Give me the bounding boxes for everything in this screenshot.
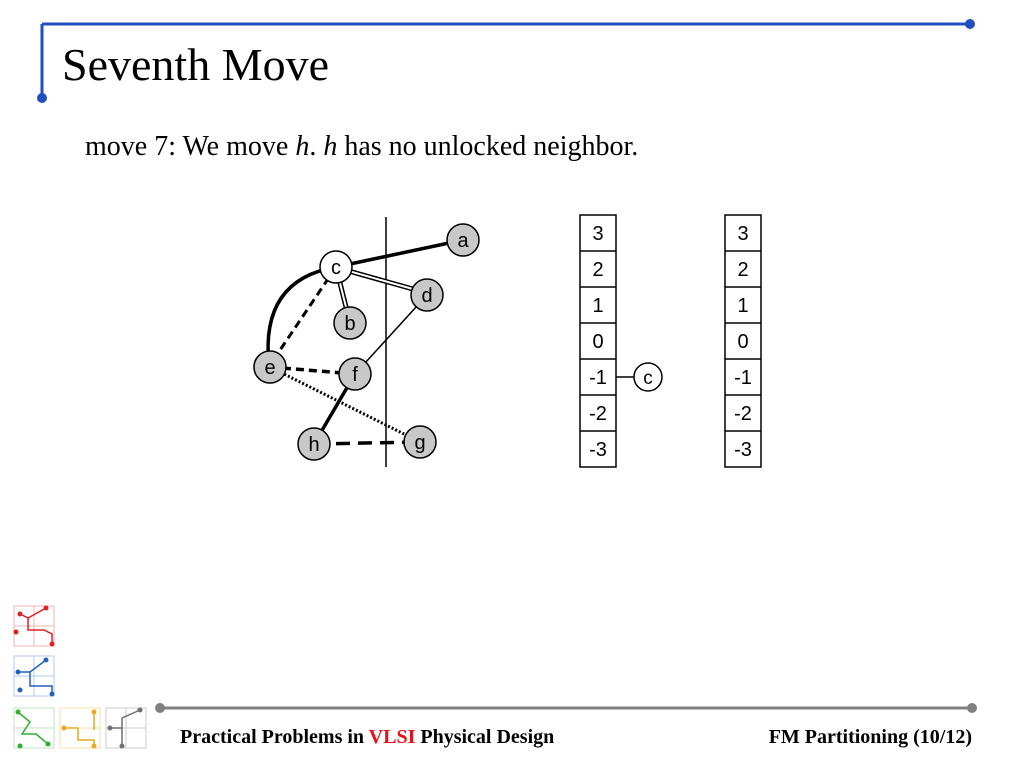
node-label-d: d (421, 285, 433, 307)
move-text-suffix: has no unlocked neighbor. (337, 131, 639, 162)
move-text-prefix: move 7: We move (85, 131, 296, 162)
partition-graph (240, 205, 510, 475)
footer-prefix: Practical Problems in (180, 726, 369, 748)
edge-c-e-dashed (270, 267, 336, 365)
bucket-left-cell: 0 (592, 331, 604, 353)
page-title: Seventh Move (62, 39, 330, 90)
footer-divider (150, 698, 980, 718)
gain-bucket-left (570, 210, 680, 475)
bucket-right-cell: 2 (737, 259, 749, 281)
node-label-f: f (352, 364, 358, 386)
bucket-node-label: c (643, 368, 653, 389)
bucket-right-cell: -1 (734, 367, 752, 389)
move-description (85, 133, 638, 161)
bucket-node-c (634, 363, 662, 391)
bucket-right-cell: -3 (734, 439, 752, 461)
node-label-g: g (414, 432, 426, 454)
node-label-b: b (344, 313, 356, 335)
edge-c-a (336, 240, 463, 267)
bucket-left-cell: -1 (589, 367, 607, 389)
node-f (339, 358, 371, 390)
node-h (298, 428, 330, 460)
node-a (447, 224, 479, 256)
bucket-left-cell: 2 (592, 259, 604, 281)
bucket-left-cell: 1 (592, 295, 604, 317)
node-label-a: a (457, 230, 469, 252)
logo-gray-icon (106, 708, 146, 748)
footer-course-title (180, 726, 554, 749)
logo-blue-icon (14, 656, 54, 696)
node-d (411, 279, 443, 311)
node-label-c: c (331, 257, 341, 279)
footer-vlsi: VLSI (368, 726, 416, 748)
footer-suffix: Physical Design (415, 726, 555, 748)
course-logo (8, 600, 148, 760)
bucket-left-cell: -2 (589, 403, 607, 425)
move-var-h: h (295, 131, 310, 162)
bucket-right-cell: 3 (737, 223, 749, 245)
move-var-h2: h (323, 131, 338, 162)
node-label-h: h (308, 434, 320, 456)
bucket-right-cell: 1 (737, 295, 749, 317)
bucket-left-cell: 3 (592, 223, 604, 245)
node-label-e: e (264, 357, 276, 379)
node-e (254, 351, 286, 383)
logo-yellow-icon (60, 708, 100, 748)
gain-bucket-right (715, 210, 775, 475)
node-c (320, 251, 352, 283)
bucket-right-cell: -2 (734, 403, 752, 425)
bucket-right-cell: 0 (737, 331, 749, 353)
move-text-mid: . (309, 131, 324, 162)
footer-section-page: FM Partitioning (10/12) (768, 726, 972, 748)
logo-green-icon (14, 708, 54, 748)
logo-red-icon (14, 606, 54, 646)
bucket-left-cell: -3 (589, 439, 607, 461)
node-b (334, 307, 366, 339)
node-g (404, 426, 436, 458)
